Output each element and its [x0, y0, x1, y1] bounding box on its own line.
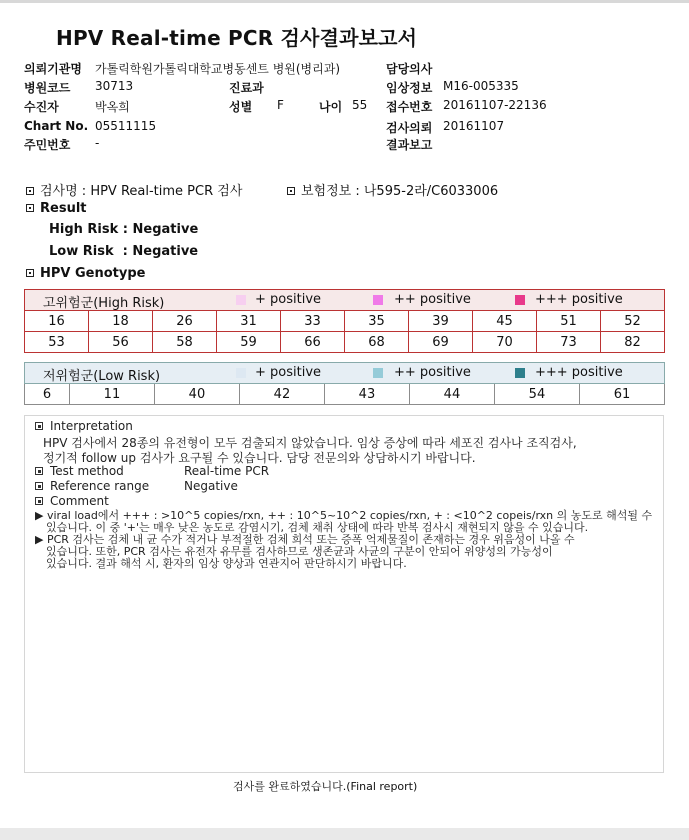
- high-legend-label-1: + positive: [255, 292, 322, 307]
- receipt-no-value: 20161107-22136: [443, 98, 547, 112]
- test-method-value: Real-time PCR: [184, 464, 270, 478]
- bullet-icon: [26, 187, 34, 195]
- low-risk-genotype-cell: 6: [25, 384, 70, 405]
- patient-value: 박옥희: [95, 100, 130, 114]
- low-risk-row: [25, 384, 665, 405]
- low-legend-label-1: + positive: [255, 365, 322, 380]
- low-risk-legend-row: [25, 363, 665, 384]
- low-risk-genotype-cell: 40: [154, 384, 239, 405]
- high-risk-label: 고위험군(High Risk): [43, 296, 165, 311]
- bullet-icon: [287, 187, 295, 195]
- high-risk-genotype-cell: 18: [89, 311, 153, 332]
- comment-1-line-2: 있습니다. 이 중 '+'는 매우 낮은 농도로 감염시기, 검체 채취 상태에 따라 반복 검사시 재현되지 않을 수 있습니다.: [46, 521, 589, 534]
- reference-range-label: Reference range: [35, 479, 149, 493]
- high-risk-genotype-cell: 16: [25, 311, 89, 332]
- low-legend-label-3: +++ positive: [535, 365, 623, 380]
- doctor-label: 담당의사: [386, 62, 433, 76]
- receipt-no-label: 접수번호: [386, 100, 433, 114]
- low-risk-label: 저위험군(Low Risk): [43, 369, 161, 384]
- high-risk-genotype-cell: 82: [601, 332, 665, 353]
- low-legend-swatch-2: [373, 368, 383, 378]
- top-divider: [0, 0, 689, 3]
- high-risk-genotype-cell: 70: [473, 332, 537, 353]
- bullet-icon: [35, 482, 43, 490]
- report-title: HPV Real-time PCR 검사결과보고서: [56, 26, 418, 50]
- age-value: 55: [352, 98, 368, 112]
- low-risk-genotype-cell: 61: [579, 384, 664, 405]
- high-risk-legend-row: [25, 290, 665, 311]
- high-risk-genotype-cell: 73: [537, 332, 601, 353]
- low-legend-swatch-3: [515, 368, 525, 378]
- sex-value: F: [277, 98, 284, 112]
- clinical-info-label: 임상정보: [386, 81, 433, 95]
- bullet-icon: [35, 422, 43, 430]
- bullet-icon: [26, 204, 34, 212]
- high-risk-genotype-cell: 68: [345, 332, 409, 353]
- test-name: 검사명 : HPV Real-time PCR 검사: [40, 184, 243, 199]
- interpretation-line-2: 정기적 follow up 검사가 요구될 수 있습니다. 담당 전문의와 상담하시기 바랍니다.: [43, 451, 476, 465]
- bullet-icon: [35, 467, 43, 475]
- result-heading: Result: [26, 201, 87, 216]
- bullet-icon: [35, 497, 43, 505]
- low-risk-genotype-cell: 44: [409, 384, 494, 405]
- high-legend-swatch-1: [236, 295, 246, 305]
- high-risk-genotype-cell: 58: [153, 332, 217, 353]
- high-risk-genotype-cell: 31: [217, 311, 281, 332]
- hospital-code-value: 30713: [95, 79, 134, 93]
- high-legend-swatch-2: [373, 295, 383, 305]
- low-legend-swatch-1: [236, 368, 246, 378]
- final-report-note: 검사를 완료하였습니다.(Final report): [233, 780, 418, 793]
- institution-value: 가톨릭학원가톨릭대학교병동센트 병원(병리과): [95, 62, 341, 76]
- high-risk-genotype-cell: 59: [217, 332, 281, 353]
- department-label: 진료과: [229, 81, 264, 95]
- institution-label: 의뢰기관명: [24, 62, 82, 76]
- hospital-code-label: 병원코드: [24, 81, 71, 95]
- resident-no-value: -: [95, 136, 100, 150]
- high-risk-genotype-cell: 39: [409, 311, 473, 332]
- result-report-label: 결과보고: [386, 138, 433, 152]
- low-risk-genotype-cell: 11: [69, 384, 154, 405]
- low-legend-label-2: ++ positive: [394, 365, 471, 380]
- low-risk-genotype-cell: 54: [494, 384, 579, 405]
- clinical-info-value: M16-005335: [443, 79, 519, 93]
- insurance-info: 보험정보 : 나595-2라/C6033006: [301, 184, 499, 199]
- high-risk-genotype-cell: 53: [25, 332, 89, 353]
- comment-label: Comment: [35, 494, 109, 508]
- insurance-line: [287, 180, 498, 199]
- high-risk-row: [25, 332, 665, 353]
- age-label: 나이: [319, 100, 343, 114]
- high-risk-genotype-cell: 51: [537, 311, 601, 332]
- comment-2-line-3: 있습니다. 결과 해석 시, 환자의 임상 양상과 연관지어 판단하시기 바랍니다.: [46, 557, 407, 570]
- high-risk-genotype-cell: 35: [345, 311, 409, 332]
- sex-label: 성별: [229, 100, 253, 114]
- high-legend-label-2: ++ positive: [394, 292, 471, 307]
- chart-no-label: Chart No.: [24, 119, 89, 133]
- low-risk-result: Low Risk : Negative: [49, 244, 199, 259]
- comment-2-line-1: ▶ PCR 검사는 검체 내 균 수가 적거나 부적절한 검체 희석 또는 증폭 억제물질이 존재하는 경우 위음성이 나올 수: [35, 533, 575, 546]
- high-risk-genotype-cell: 52: [601, 311, 665, 332]
- resident-no-label: 주민번호: [24, 138, 71, 152]
- interpretation-line-1: HPV 검사에서 28종의 유전형이 모두 검출되지 않았습니다. 임상 증상에 따라 세포진 검사나 조직검사,: [43, 436, 577, 450]
- high-risk-result: High Risk : Negative: [49, 222, 199, 237]
- high-risk-genotype-cell: 26: [153, 311, 217, 332]
- high-risk-genotype-table: [24, 289, 665, 353]
- comment-2-line-2: 있습니다. 또한, PCR 검사는 유전자 유무를 검사하므로 생존균과 사균의 구분이 안되어 위양성의 가능성이: [46, 545, 553, 558]
- high-risk-genotype-cell: 45: [473, 311, 537, 332]
- request-date-value: 20161107: [443, 119, 505, 133]
- low-risk-genotype-cell: 43: [324, 384, 409, 405]
- high-risk-genotype-cell: 69: [409, 332, 473, 353]
- chart-no-value: 05511115: [95, 119, 157, 133]
- genotype-heading: HPV Genotype: [26, 266, 145, 281]
- high-risk-genotype-cell: 56: [89, 332, 153, 353]
- high-legend-swatch-3: [515, 295, 525, 305]
- test-method-label: Test method: [35, 464, 124, 478]
- low-risk-genotype-cell: 42: [239, 384, 324, 405]
- high-risk-genotype-cell: 33: [281, 311, 345, 332]
- interpretation-box: [24, 415, 664, 773]
- high-risk-row: [25, 311, 665, 332]
- low-risk-genotype-table: [24, 362, 665, 405]
- test-name-line: [26, 180, 242, 199]
- bullet-icon: [26, 269, 34, 277]
- interpretation-heading: Interpretation: [35, 419, 133, 433]
- request-date-label: 검사의뢰: [386, 121, 433, 135]
- high-risk-genotype-cell: 66: [281, 332, 345, 353]
- reference-range-value: Negative: [184, 479, 238, 493]
- high-legend-label-3: +++ positive: [535, 292, 623, 307]
- patient-label: 수진자: [24, 100, 59, 114]
- comment-1-line-1: ▶ viral load에서 +++ : >10^5 copies/rxn, ++ : 10^5~10^2 copies/rxn, + : <10^2 copeis/rxn 의 농도로 해석될 수: [35, 509, 653, 522]
